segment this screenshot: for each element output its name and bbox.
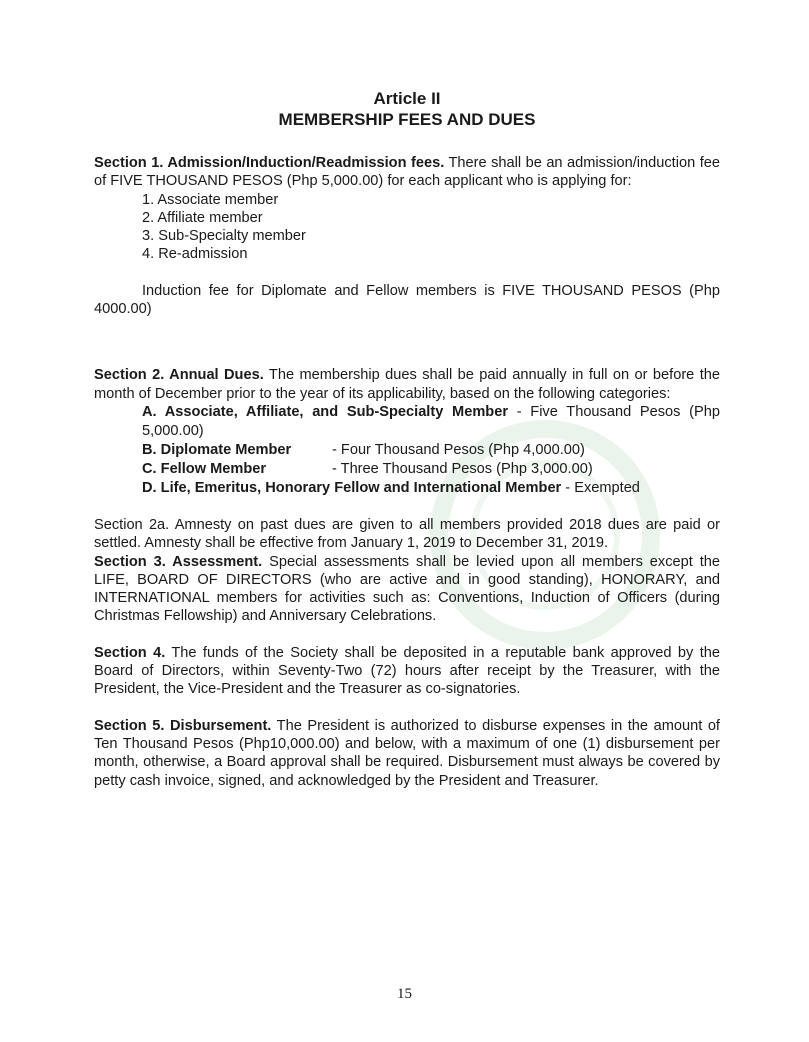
applicant-type-list (142, 191, 720, 264)
category-a-label: A. Associate, Affiliate, and Sub-Specialty Member (142, 403, 509, 420)
section-4 (94, 644, 720, 699)
category-d-label: D. Life, Emeritus, Honorary Fellow and International Member (142, 479, 562, 496)
list-item: 2. Affiliate member (142, 209, 263, 226)
section-2-text: The membership dues shall be paid annually in full on or before the month of December prior to the year of its applicability, based on the following categories: (94, 367, 720, 402)
section-1-label: Section 1. Admission/Induction/Readmission fees. (94, 155, 445, 171)
category-b-value: - Four Thousand Pesos (Php 4,000.00) (332, 441, 585, 458)
category-d-value: - Exempted (561, 479, 640, 496)
category-b-label: B. Diplomate Member (142, 441, 292, 458)
list-item: 3. Sub-Specialty member (142, 228, 306, 245)
dues-category-d (142, 479, 720, 498)
category-a-value: - Five Thousand Pesos (Php 5,000.00) (142, 403, 720, 439)
dues-category-c (142, 460, 720, 479)
list-item: 4. Re-admission (142, 246, 248, 263)
list-item: 1. Associate member (142, 191, 279, 208)
section-2-label: Section 2. Annual Dues. (94, 367, 264, 384)
page-number: 15 (397, 986, 412, 1002)
category-c-label: C. Fellow Member (142, 460, 267, 477)
section-2a: Section 2a. Amnesty on past dues are given to all members provided 2018 dues are paid or settled. Amnesty shall be effective from January 1, 2019 to December 31, 2019. (94, 516, 720, 552)
section-3-label: Section 3. Assessment. (94, 553, 263, 570)
dues-category-a (142, 403, 720, 441)
section-2 (94, 366, 720, 403)
category-c-value: - Three Thousand Pesos (Php 3,000.00) (332, 460, 593, 477)
article-number: Article II (373, 89, 441, 108)
section-4-label: Section 4. (94, 644, 166, 661)
section-4-text: The funds of the Society shall be deposited in a reputable bank approved by the Board of Directors, within Seventy-Two (72) hours after receipt by the Treasurer, with the President, the Vice-President and the Treasurer as co-signatories. (94, 644, 720, 698)
dues-category-b (142, 441, 720, 460)
section-5-text: The President is authorized to disburse expenses in the amount of Ten Thousand Pesos (Php10,000.00) and below, with a maximum of one (1) disbursement per month, otherwise, a Board approval shall be required. Disbursement must always be covered by petty cash invoice, signed, and acknowledged by the President and Treasurer. (94, 717, 720, 789)
section-3 (94, 553, 720, 626)
section-3-text: Special assessments shall be levied upon all members except the LIFE, BOARD OF DIRECTORS (who are active and in good standing), HONORARY, and INTERNATIONAL members for activities such as: Conventions, Induction of Officers (during Christmas Fellowship) and Anniversary Celebrations. (94, 553, 720, 625)
page-content (94, 88, 720, 790)
induction-fee-note: Induction fee for Diplomate and Fellow members is FIVE THOUSAND PESOS (Php 4000.00) (94, 282, 720, 318)
section-1-text: There shall be an admission/induction fee of FIVE THOUSAND PESOS (Php 5,000.00) for each applicant who is applying for: (94, 155, 720, 190)
section-1 (94, 154, 720, 191)
section-5 (94, 717, 720, 790)
article-title: MEMBERSHIP FEES AND DUES (278, 110, 536, 129)
section-5-label: Section 5. Disbursement. (94, 717, 272, 734)
